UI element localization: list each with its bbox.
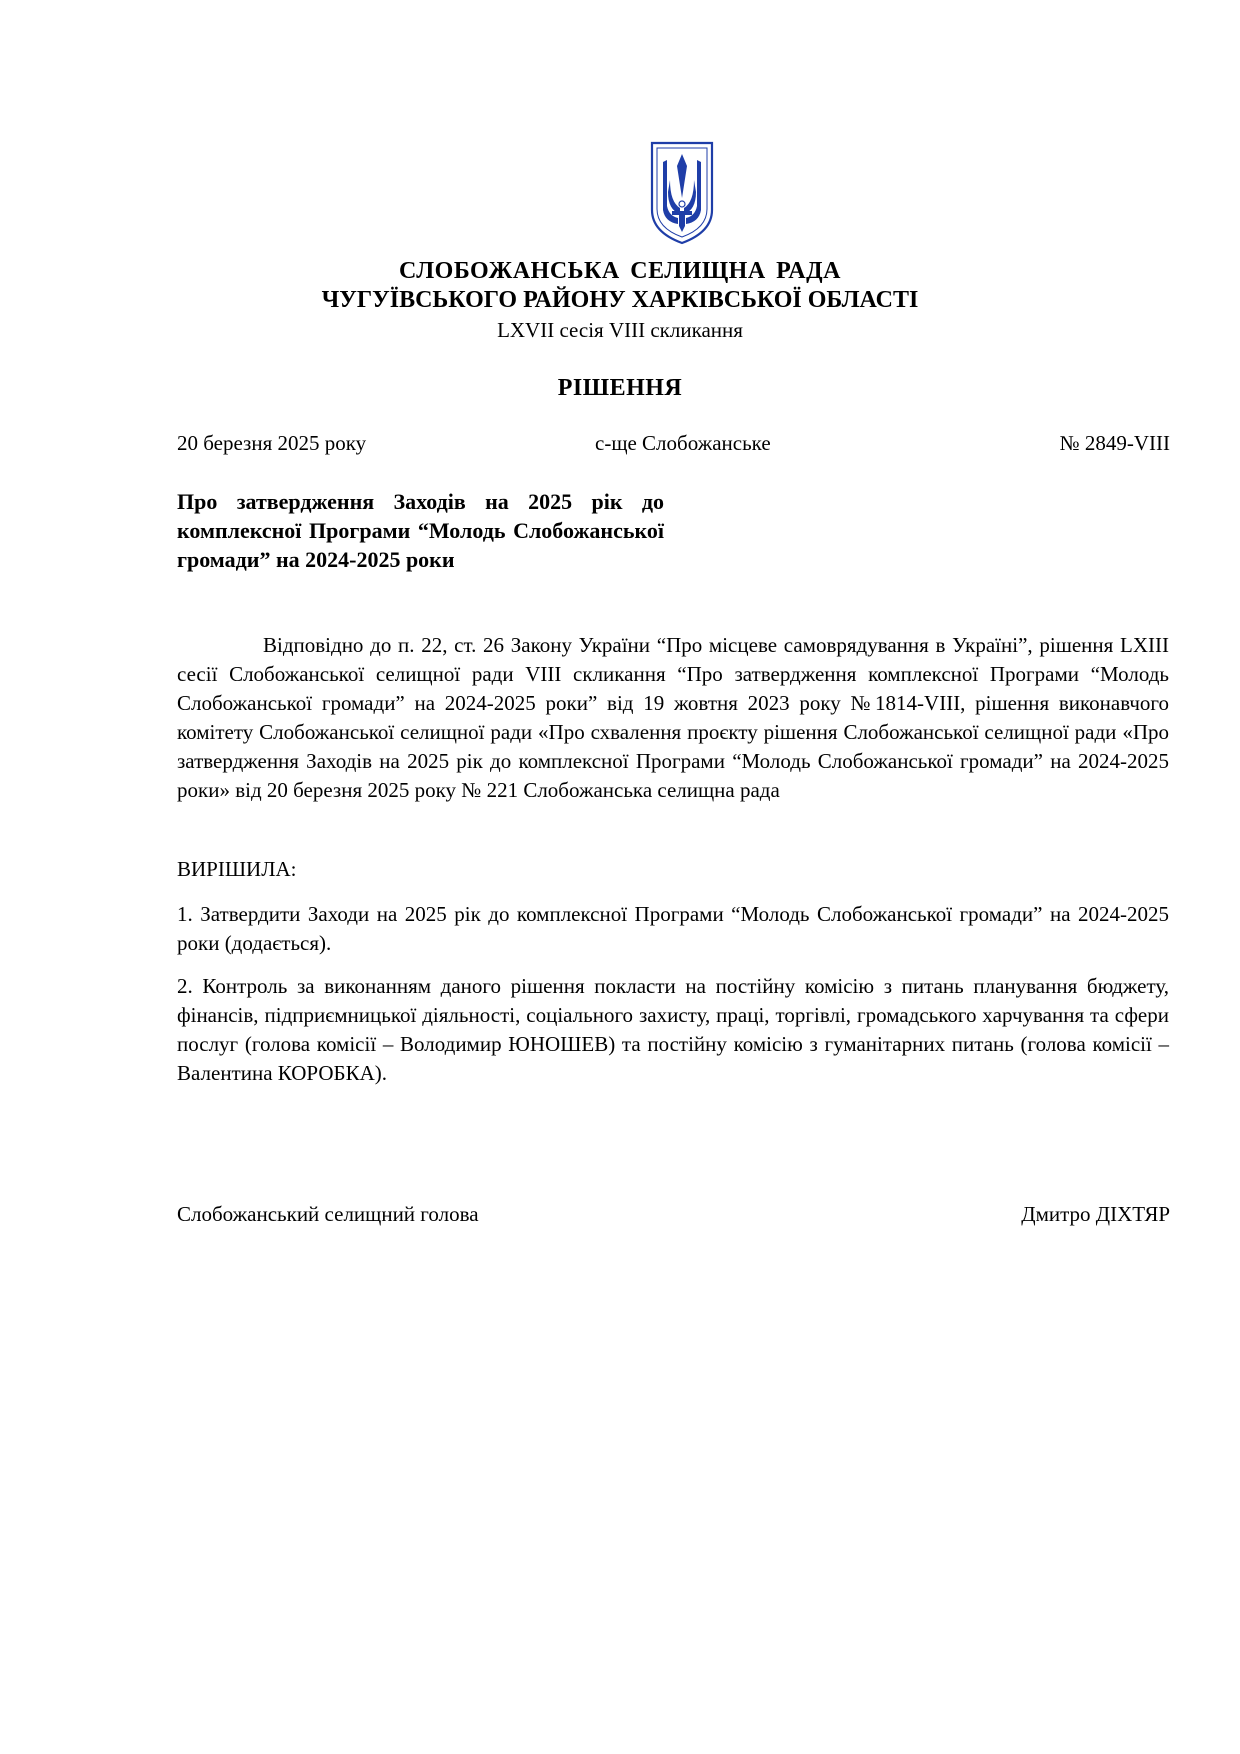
session-label: LXVII сесія VIII скликання [497,318,743,342]
preamble-paragraph: Відповідно до п. 22, ст. 26 Закону України “Про місцеве самоврядування в Україні”, рішення LXIII сесії Слобожанської селищної ради VIII скликання “Про затвердження комплексної Програми “Молодь Слобожанської громади” на 2024-2025 роки” від 19 жовтня 2023 року №1814-VIII, рішення виконавчого комітету Слобожанської селищної ради «Про схвалення проєкту рішення Слобожанської селищної ради «Про затвердження Заходів на 2025 рік до комплексної Програми “Молодь Слобожанської громади” на 2024-2025 роки» від 20 березня 2025 року № 221 Слобожанська селищна рада [177,633,1169,802]
signatory-position: Слобожанський селищний голова [177,1202,479,1226]
document-date: 20 березня 2025 року [177,431,367,455]
decision-item-1: 1. Затвердити Заходи на 2025 рік до комплексної Програми “Молодь Слобожанської громади” на 2024-2025 роки (додається). [177,902,1169,955]
decision-item-2: 2. Контроль за виконанням даного рішення покласти на постійну комісію з питань планування бюджету, фінансів, підприємницької діяльності, соціального захисту, праці, торгівлі, громадського харчування та сфери послуг (голова комісії – Володимир ЮНОШЕВ) та постійну комісію з гуманітарних питань (голова комісії – Валентина КОРОБКА). [177,974,1169,1085]
resolved-label: ВИРІШИЛА: [177,857,297,881]
document-number: № 2849-VIII [1059,431,1170,455]
document-subject: Про затвердження Заходів на 2025 рік до комплексної Програми “Молодь Слобожанської громади” на 2024-2025 роки [177,489,664,572]
document-type: РІШЕННЯ [557,375,683,401]
trident-coat-of-arms-icon [646,140,718,246]
signatory-name: Дмитро ДІХТЯР [1021,1202,1170,1226]
document-meta-row [177,431,1170,461]
document-place: с-ще Слобожанське [595,431,771,455]
signature-block [177,1202,1170,1232]
organization-district: ЧУГУЇВСЬКОГО РАЙОНУ ХАРКІВСЬКОЇ ОБЛАСТІ [321,287,919,313]
organization-name: СЛОБОЖАНСЬКА СЕЛИЩНА РАДА [399,258,841,284]
